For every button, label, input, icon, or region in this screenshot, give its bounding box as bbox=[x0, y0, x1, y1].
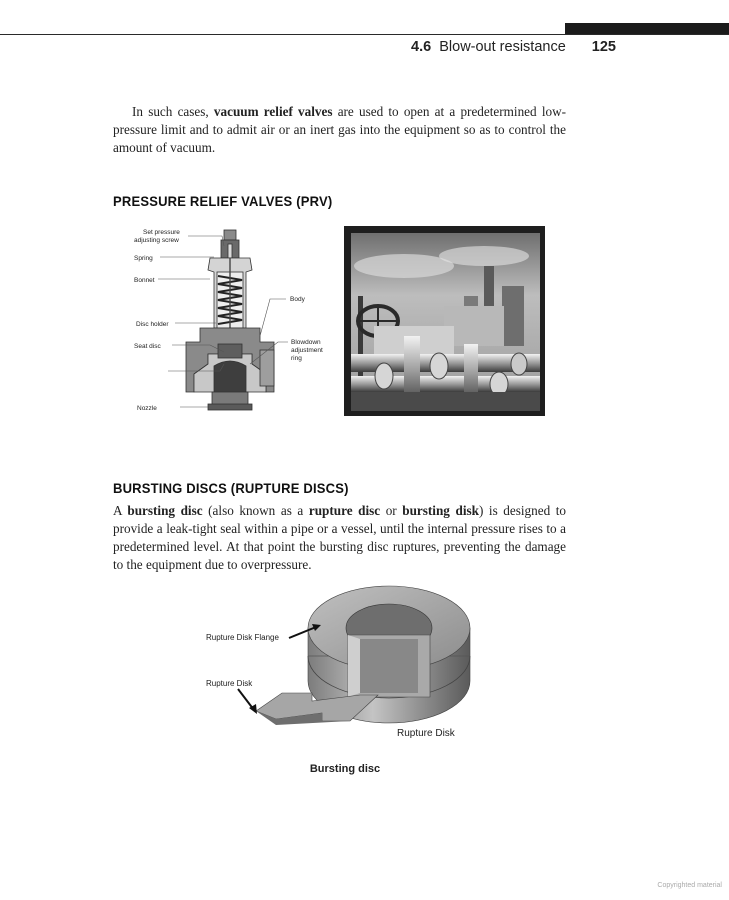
bursting-term-2: rupture disc bbox=[308, 503, 381, 518]
figure-title-rupture-disk: Rupture Disk bbox=[397, 728, 455, 739]
bursting-text-4: ) is designed to provide a leak-tight seal within a pipe or a vessel, until the internal pressure rises to a predetermined level. At that point the bursting disc ruptures, preventing the damage to the equipment due to overpressure. bbox=[113, 503, 567, 572]
label-rupture-disk: Rupture Disk bbox=[206, 679, 253, 688]
label-body: Body bbox=[290, 296, 305, 303]
industrial-valves-photo bbox=[344, 226, 545, 416]
label-blowdown-2: adjustment bbox=[291, 347, 323, 354]
section-number: 4.6 bbox=[411, 39, 432, 55]
label-rupture-disk-flange: Rupture Disk Flange bbox=[206, 633, 279, 642]
bursting-heading: BURSTING DISCS (RUPTURE DISCS) bbox=[113, 480, 349, 496]
rupture-disk-diagram bbox=[200, 583, 490, 753]
figure-caption: Bursting disc bbox=[309, 763, 381, 775]
bursting-text-2: (also known as a bbox=[202, 503, 309, 518]
bursting-paragraph bbox=[113, 502, 566, 574]
bursting-text-1: A bbox=[113, 503, 128, 518]
header-rule bbox=[0, 34, 729, 35]
bursting-text-3: or bbox=[380, 503, 403, 518]
label-set-pressure-2: adjusting screw bbox=[134, 237, 179, 244]
label-blowdown-1: Blowdown bbox=[291, 339, 321, 346]
label-disc-holder: Disc holder bbox=[136, 321, 169, 328]
copyright-notice: Copyrighted material bbox=[657, 882, 722, 889]
intro-paragraph bbox=[113, 103, 566, 157]
running-head bbox=[380, 39, 616, 55]
intro-bold-term: vacuum relief valves bbox=[213, 104, 333, 119]
label-spring: Spring bbox=[134, 255, 153, 262]
label-nozzle: Nozzle bbox=[137, 405, 157, 412]
prv-diagram bbox=[128, 224, 338, 416]
label-seat-disc: Seat disc bbox=[134, 343, 161, 350]
bursting-term-1: bursting disc bbox=[127, 503, 203, 518]
intro-text-1: In such cases, bbox=[132, 104, 214, 119]
label-bonnet: Bonnet bbox=[134, 277, 155, 284]
section-title: Blow-out resistance bbox=[439, 39, 566, 55]
label-blowdown-3: ring bbox=[291, 355, 302, 362]
label-set-pressure-1: Set pressure bbox=[143, 229, 180, 236]
intro-text-2: are used to open at a predetermined low-pressure limit and to admit air or an inert gas into the equipment so as to control the amount of vacuum. bbox=[113, 104, 566, 155]
bursting-term-3: bursting disk bbox=[402, 503, 479, 518]
prv-heading: PRESSURE RELIEF VALVES (PRV) bbox=[113, 193, 333, 209]
page-number: 125 bbox=[591, 39, 616, 55]
